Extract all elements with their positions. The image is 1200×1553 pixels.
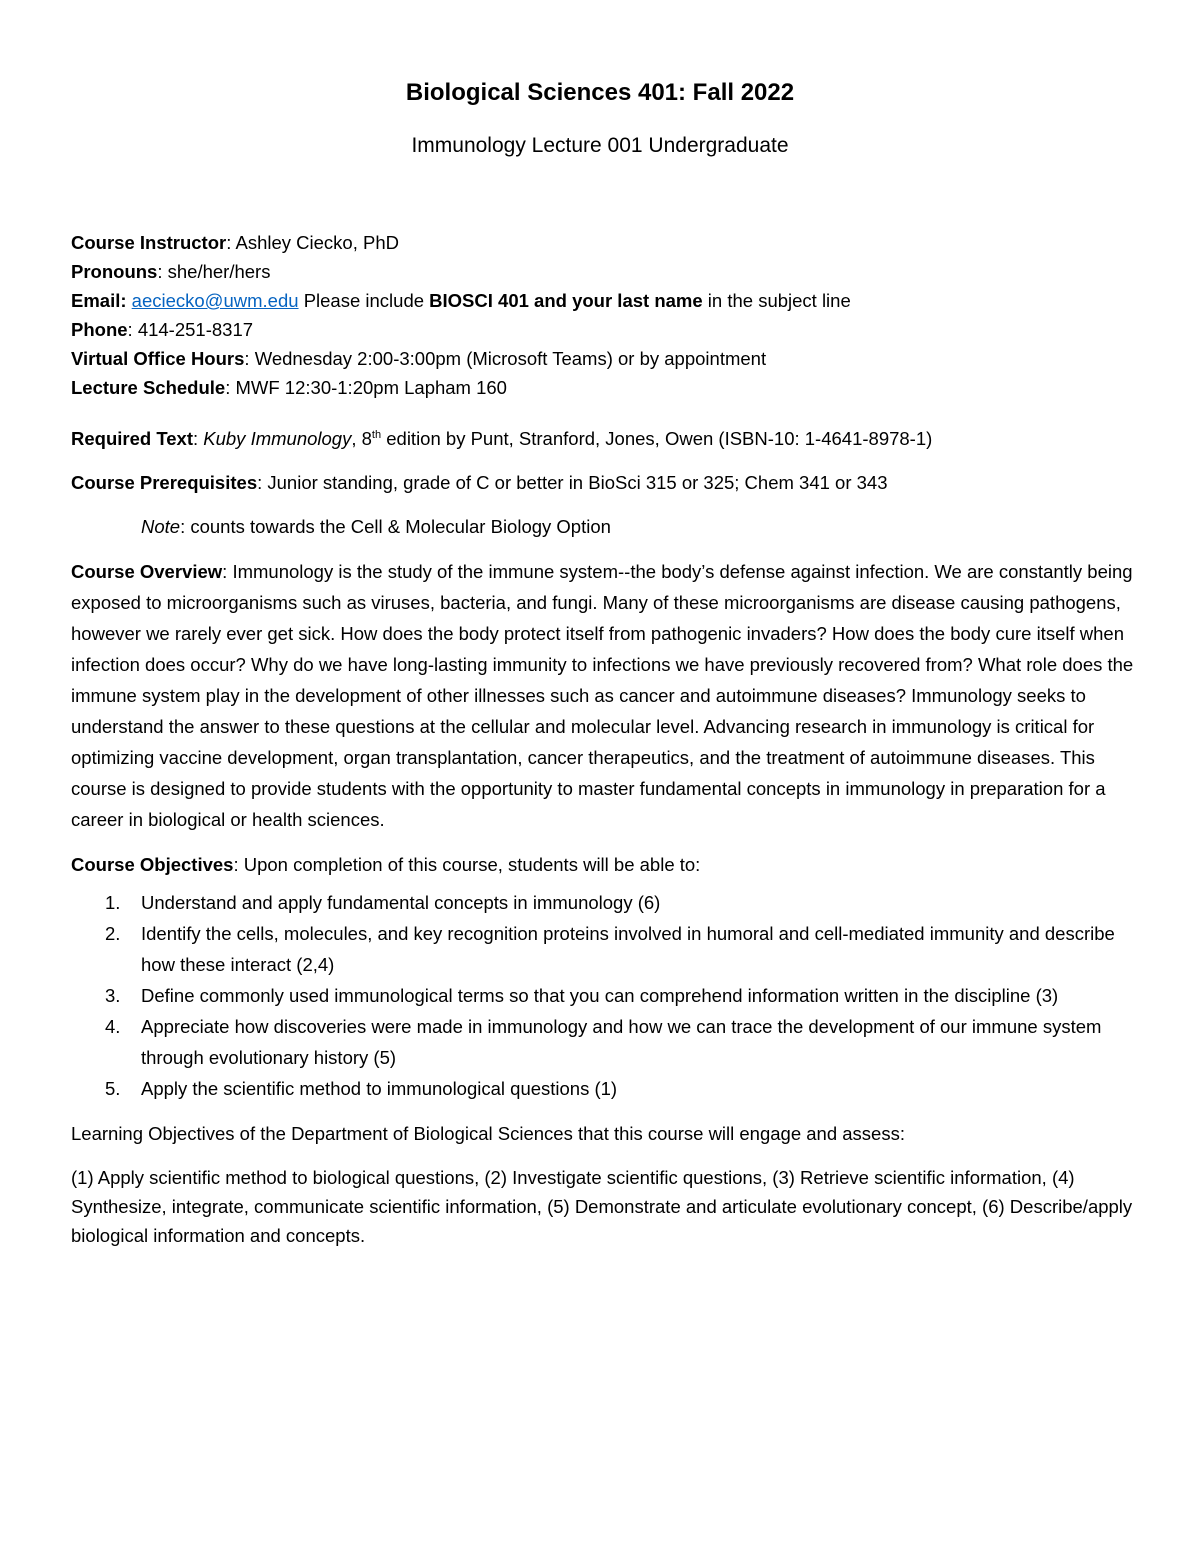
note-label: Note	[141, 516, 181, 537]
phone-line: Phone: 414-251-8317	[71, 319, 254, 340]
objective-item	[71, 1073, 1141, 1104]
email-label: Email:	[71, 290, 127, 311]
objectives-intro-paragraph: Course Objectives: Upon completion of this course, students will be able to:	[71, 854, 701, 875]
required-text-label: Required Text	[71, 428, 193, 449]
instructor-value: Ashley Ciecko, PhD	[235, 232, 399, 253]
objective-item	[71, 887, 1141, 918]
email-note-bold: BIOSCI 401 and your last name	[429, 290, 703, 311]
page-subtitle: Immunology Lecture 001 Undergraduate	[411, 134, 789, 157]
pronouns-value: she/her/hers	[167, 261, 271, 282]
objective-item	[71, 918, 1141, 980]
instructor-label: Course Instructor	[71, 232, 227, 253]
lecture-schedule-label: Lecture Schedule	[71, 377, 226, 398]
office-hours-line: Virtual Office Hours: Wednesday 2:00-3:00pm (Microsoft Teams) or by appointment	[71, 348, 767, 369]
email-link[interactable]: aeciecko@uwm.edu	[131, 290, 299, 311]
page-title: Biological Sciences 401: Fall 2022	[405, 79, 795, 106]
objective-number: 2.	[105, 923, 121, 944]
lecture-schedule-value: MWF 12:30-1:20pm Lapham 160	[235, 377, 507, 398]
office-hours-label: Virtual Office Hours	[71, 348, 245, 369]
objective-text: Apply the scientific method to immunological questions (1)	[141, 1078, 618, 1099]
instructor-line: Course Instructor: Ashley Ciecko, PhD	[71, 232, 399, 253]
prerequisites-label: Course Prerequisites	[71, 472, 258, 493]
objective-text: Define commonly used immunological terms so that you can comprehend information written in the discipline (3)	[141, 985, 1059, 1006]
objective-number: 3.	[105, 985, 121, 1006]
prerequisites-paragraph: Course Prerequisites: Junior standing, grade of C or better in BioSci 315 or 325; Chem 341 or 343	[71, 472, 888, 493]
overview-paragraph: Course Overview: Immunology is the study of the immune system--the body’s defense against infection. We are constantly being exposed to microorganisms such as viruses, bacteria, and fungi. Many of these microorganisms are disease causing pathogens, however we rarely ever get sick. How does the body protect itself from pathogenic invaders? How does the body cure itself when infection does occur? Why do we have long-lasting immunity to infections we have previously recovered from? What role does the immune system play in the development of other illnesses such as cancer and autoimmune diseases? Immunology seeks to understand the answer to these questions at the cellular and molecular level. Advancing research in immunology is critical for optimizing vaccine development, organ transplantation, cancer therapeutics, and the treatment of autoimmune diseases. This course is designed to provide students with the opportunity to master fundamental concepts in immunology in preparation for a career in biological or health sciences.	[71, 561, 1134, 830]
objective-number: 5.	[105, 1078, 121, 1099]
required-text-rest: edition by Punt, Stranford, Jones, Owen (ISBN-10: 1-4641-8978-1)	[381, 428, 933, 449]
pronouns-line: Pronouns: she/her/hers	[71, 261, 271, 282]
phone-label: Phone	[71, 319, 128, 340]
required-text-paragraph: Required Text: Kuby Immunology, 8th edition by Punt, Stranford, Jones, Owen (ISBN-10: 1-4641-8978-1)	[71, 428, 933, 449]
overview-text: Immunology is the study of the immune system--the body’s defense against infection. We are constantly being exposed to microorganisms such as viruses, bacteria, and fungi. Many of these microorganisms are disease causing pathogens, however we rarely ever get sick. How does the body protect itself from pathogenic invaders? How does the body cure itself when infection does occur? Why do we have long-lasting immunity to infections we have previously recovered from? What role does the immune system play in the development of other illnesses such as cancer and autoimmune diseases? Immunology seeks to understand the answer to these questions at the cellular and molecular level. Advancing research in immunology is critical for optimizing vaccine development, organ transplantation, cancer therapeutics, and the treatment of autoimmune diseases. This course is designed to provide students with the opportunity to master fundamental concepts in immunology in preparation for a career in biological or health sciences.	[71, 561, 1134, 830]
required-text-edition: , 8	[351, 428, 372, 449]
required-text-book-title: Kuby Immunology	[203, 428, 352, 449]
syllabus-content	[71, 228, 1141, 1250]
email-line	[71, 286, 1141, 315]
office-hours-value: Wednesday 2:00-3:00pm (Microsoft Teams) or by appointment	[254, 348, 767, 369]
objectives-intro: Upon completion of this course, students will be able to:	[243, 854, 701, 875]
objective-item	[71, 1011, 1141, 1073]
overview-label: Course Overview	[71, 561, 223, 582]
note-paragraph: Note: counts towards the Cell & Molecular Biology Option	[141, 516, 611, 537]
dept-objectives-heading: Learning Objectives of the Department of Biological Sciences that this course will engage and assess:	[71, 1123, 905, 1144]
dept-objectives-text: (1) Apply scientific method to biological questions, (2) Investigate scientific questions, (3) Retrieve scientific information, (4) Synthesize, integrate, communicate scientific information, (5) Demonstrate and articulate evolutionary concept, (6) Describe/apply biological information and concepts.	[71, 1167, 1133, 1246]
objective-text: Appreciate how discoveries were made in immunology and how we can trace the development of our immune system through evolutionary history (5)	[141, 1016, 1102, 1068]
objective-number: 1.	[105, 892, 121, 913]
prerequisites-value: Junior standing, grade of C or better in BioSci 315 or 325; Chem 341 or 343	[267, 472, 888, 493]
objective-item	[71, 980, 1141, 1011]
objectives-label: Course Objectives	[71, 854, 234, 875]
objective-text: Identify the cells, molecules, and key recognition proteins involved in humoral and cell-mediated immunity and describe how these interact (2,4)	[141, 923, 1115, 975]
lecture-schedule-line: Lecture Schedule: MWF 12:30-1:20pm Lapham 160	[71, 377, 507, 398]
objective-number: 4.	[105, 1016, 121, 1037]
required-text-edition-sup: th	[371, 428, 382, 441]
objectives-list	[71, 887, 1141, 1104]
phone-value: 414-251-8317	[137, 319, 254, 340]
pronouns-label: Pronouns	[71, 261, 158, 282]
email-note-pre: Please include	[303, 290, 425, 311]
email-note-post: in the subject line	[707, 290, 851, 311]
note-value: counts towards the Cell & Molecular Biology Option	[190, 516, 611, 537]
objective-text: Understand and apply fundamental concepts in immunology (6)	[141, 892, 661, 913]
